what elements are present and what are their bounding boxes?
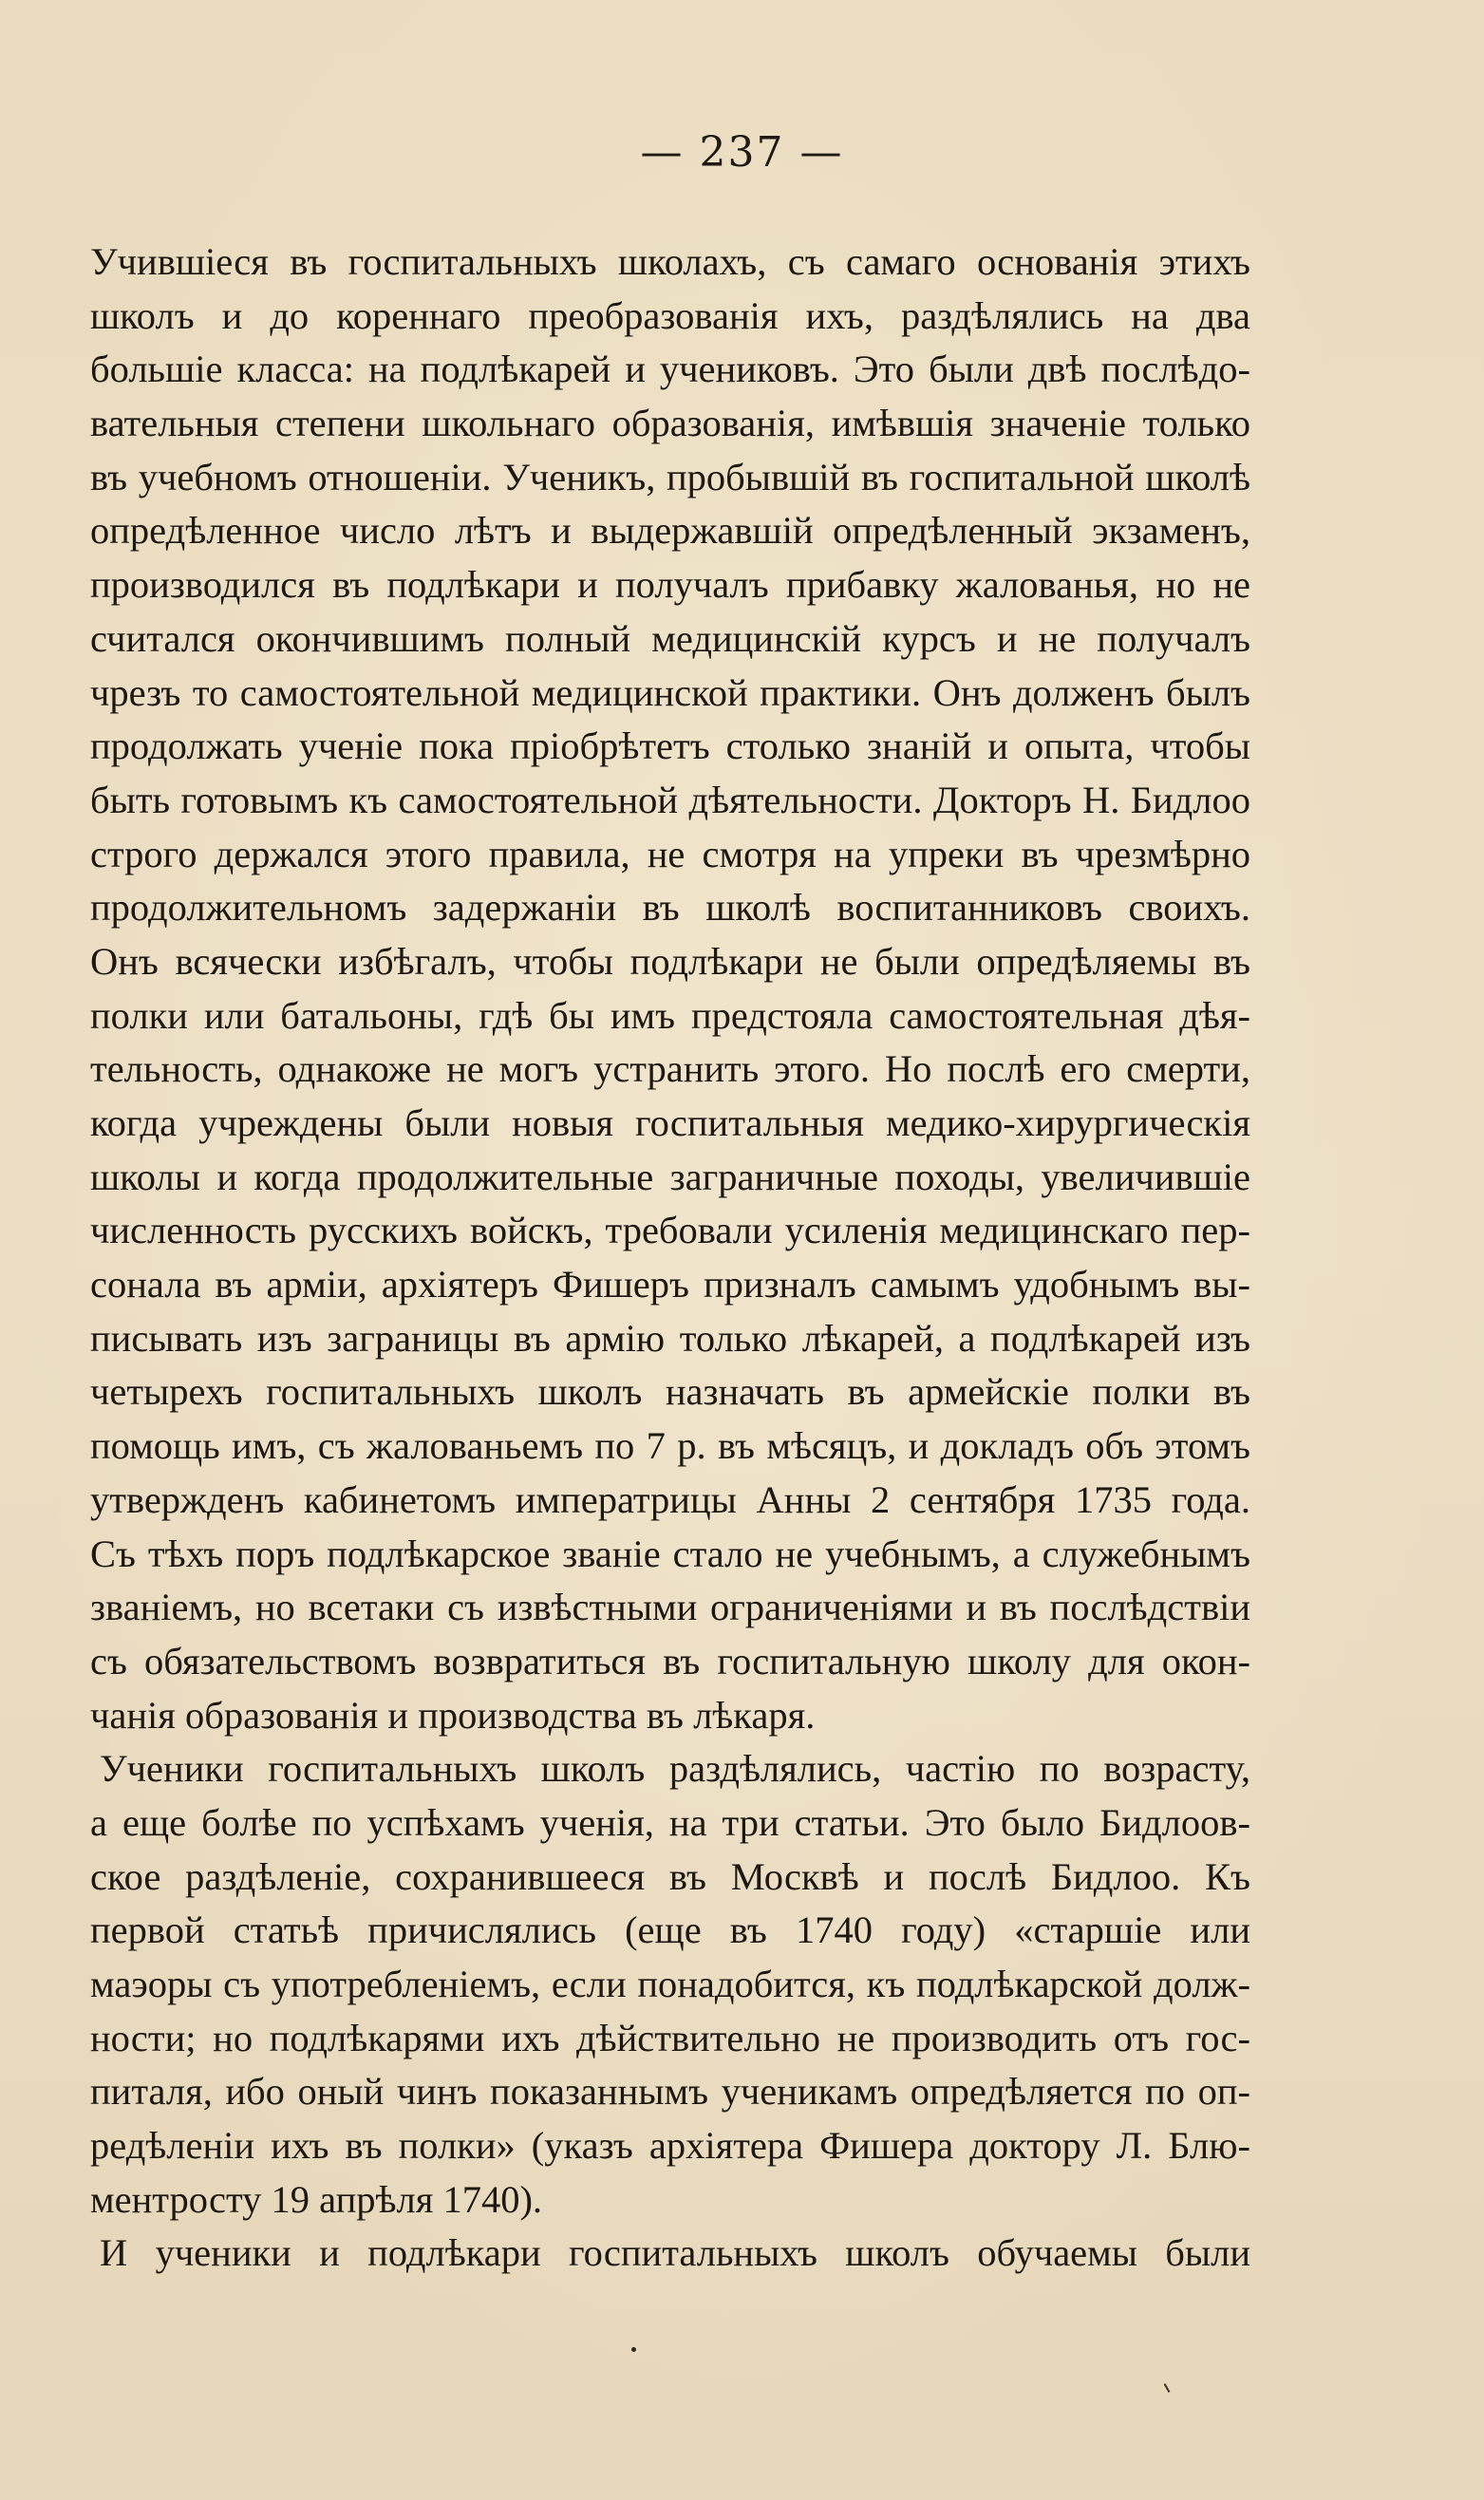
- text-line: быть готовымъ къ самостоятельной дѣятельности. Докторъ Н. Бидлоо: [90, 778, 1250, 821]
- text-line: продолжительномъ задержаніи въ школѣ воспитанниковъ своихъ.: [90, 886, 1250, 930]
- text-line: питаля, ибо оный чинъ показаннымъ ученикамъ опредѣляется по оп-: [90, 2070, 1250, 2114]
- text-line: тельность, однакоже не могъ устранить этого. Но послѣ его смерти,: [90, 1047, 1250, 1091]
- text-line: съ обязательствомъ возвратиться въ госпитальную школу для окон-: [90, 1639, 1250, 1682]
- text-line: чрезъ то самостоятельной медицинской практики. Онъ долженъ былъ: [90, 670, 1250, 714]
- text-line: четырехъ госпитальныхъ школъ назначать въ армейскіе полки въ: [90, 1370, 1250, 1414]
- text-line: первой статьѣ причислялись (еще въ 1740 году) «старшіе или: [90, 1908, 1250, 1952]
- text-line: Учившіеся въ госпитальныхъ школахъ, съ самаго основанія этихъ: [90, 240, 1250, 283]
- text-line: ности; но подлѣкарями ихъ дѣйствительно не производить отъ гос-: [90, 2016, 1250, 2059]
- text-line: Съ тѣхъ поръ подлѣкарское званіе стало не учебнымъ, а служебнымъ: [90, 1532, 1250, 1575]
- ink-mark-decoration: [1164, 2383, 1171, 2393]
- text-line: ское раздѣленіе, сохранившееся въ Москвѣ и послѣ Бидлоо. Къ: [90, 1854, 1250, 1898]
- text-line: продолжать ученіе пока пріобрѣтетъ столько знаній и опыта, чтобы: [90, 724, 1250, 768]
- text-line: званіемъ, но всетаки съ извѣстными ограниченіями и въ послѣдствіи: [90, 1586, 1250, 1629]
- text-line: Онъ всячески избѣгалъ, чтобы подлѣкари не были опредѣляемы въ: [90, 939, 1250, 983]
- text-line: утвержденъ кабинетомъ императрицы Анны 2 сентября 1735 года.: [90, 1477, 1250, 1521]
- text-line: опредѣленное число лѣтъ и выдержавшій опредѣленный экзаменъ,: [90, 509, 1250, 553]
- text-line: полки или батальоны, гдѣ бы имъ предстояла самостоятельная дѣя-: [90, 993, 1250, 1037]
- text-line: численность русскихъ войскъ, требовали усиленія медицинскаго пер-: [90, 1209, 1250, 1252]
- text-line-paragraph-end: чанія образованія и производства въ лѣкаря.: [90, 1693, 816, 1737]
- text-line: строго держался этого правила, не смотря на упреки въ чрезмѣрно: [90, 832, 1250, 875]
- text-line: вательныя степени школьнаго образованія, имѣвшія значеніе только: [90, 402, 1250, 445]
- text-line: производился въ подлѣкари и получалъ прибавку жалованья, но не: [90, 563, 1250, 607]
- text-line: сонала въ арміи, архіятеръ Фишеръ призналъ самымъ удобнымъ вы-: [90, 1263, 1250, 1306]
- text-line: писывать изъ заграницы въ армію только лѣкарей, а подлѣкарей изъ: [90, 1316, 1250, 1360]
- text-line-paragraph-start: И ученики и подлѣкари госпитальныхъ школъ обучаемы были: [100, 2231, 1250, 2275]
- text-line: школы и когда продолжительные заграничные походы, увеличившіе: [90, 1155, 1250, 1198]
- text-line: маэоры съ употребленіемъ, если понадобится, къ подлѣкарской долж-: [90, 1963, 1250, 2005]
- text-line: редѣленіи ихъ въ полки» (указъ архіятера Фишера доктору Л. Блю-: [90, 2124, 1250, 2168]
- text-line-paragraph-start: Ученики госпитальныхъ школъ раздѣлялись, частію по возрасту,: [100, 1747, 1250, 1791]
- page-number: — 237 —: [640, 128, 844, 177]
- text-line: помощь имъ, съ жалованьемъ по 7 р. въ мѣсяцъ, и докладъ объ этомъ: [90, 1424, 1250, 1468]
- text-line: считался окончившимъ полный медицинскій курсъ и не получалъ: [90, 616, 1250, 660]
- body-text: [90, 235, 1250, 2281]
- text-line-paragraph-end: ментросту 19 апрѣля 1740).: [90, 2177, 543, 2221]
- text-line: а еще болѣе по успѣхамъ ученія, на три статьи. Это было Бидлоов-: [90, 1800, 1250, 1844]
- text-line: когда учреждены были новыя госпитальныя медико-хирургическія: [90, 1101, 1250, 1144]
- ink-speck-decoration: [631, 2347, 636, 2352]
- text-line: большіе класса: на подлѣкарей и учениковъ. Это были двѣ послѣдо-: [90, 348, 1250, 391]
- text-line: въ учебномъ отношеніи. Ученикъ, пробывшій въ госпитальной школѣ: [90, 455, 1250, 498]
- text-line: школъ и до кореннаго преобразованія ихъ, раздѣлялись на два: [90, 293, 1250, 337]
